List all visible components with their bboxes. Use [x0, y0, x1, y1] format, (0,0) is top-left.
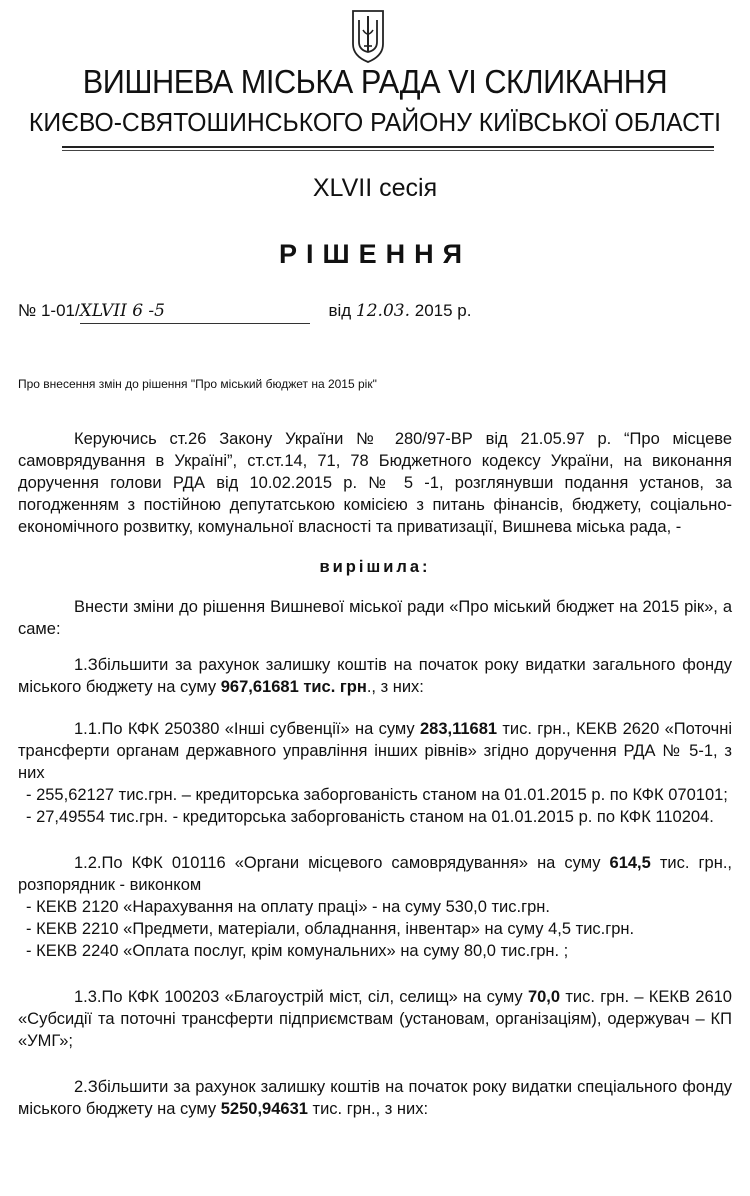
item-1-1-text: 1.1.По КФК 250380 «Інші субвенції» на суму: [74, 720, 420, 738]
document-type-title: РІШЕННЯ: [278, 239, 472, 269]
district-title: КИЄВО-СВЯТОШИНСЬКОГО РАЙОНУ КИЇВСЬКОЇ ОБЛАСТІ: [28, 107, 722, 137]
doc-number-handwritten: XLVII 6 -5: [79, 301, 165, 321]
item-1-text-end: ., з них:: [366, 678, 424, 696]
session-label: XLVII сесія: [312, 174, 438, 202]
item-2-text: 2.Збільшити за рахунок залишку коштів на початок року видатки спеціального фонду міського бюджету на суму: [18, 1078, 732, 1118]
decision-subject: Про внесення змін до рішення "Про міський бюджет на 2015 рік": [18, 377, 377, 391]
intro-paragraph: Внести зміни до рішення Вишневої міської ради «Про міський бюджет на 2015 рік», а саме:: [18, 598, 732, 638]
item-1-2-text-end: тис. грн., розпорядник - виконком: [18, 854, 732, 894]
item-1-2-subitem: - КЕКВ 2240 «Оплата послуг, крім комунальних» на суму 80,0 тис.грн. ;: [26, 942, 569, 960]
header-divider: [62, 146, 714, 148]
preamble-paragraph: Керуючись ст.26 Закону України № 280/97-ВР від 21.05.97 р. “Про місцеве самоврядування в Україні”, ст.ст.14, 71, 78 Бюджетного кодексу України, на виконання доручення голови РДА від 10.02.2015 р. № 5 -1, розглянувши подання установ, за погодженням з постійною депутатською комісією з питань фінансів, бюджету, соціально-економічного розвитку, комунальної власності та приватизації, Вишнева міська рада, -: [18, 430, 732, 536]
item-2-amount: 5250,94631: [220, 1100, 308, 1118]
document-number-line: [18, 299, 471, 324]
item-2-text-end: тис. грн., з них:: [307, 1100, 429, 1118]
item-1-paragraph: [18, 654, 732, 698]
item-1-text: 1.Збільшити за рахунок залишку коштів на початок року видатки загального фонду міського бюджету на суму: [18, 656, 732, 696]
doc-date-handwritten: 12.03.: [355, 301, 410, 321]
item-2-paragraph: [18, 1076, 732, 1120]
item-1-2-amount: 614,5: [609, 854, 651, 872]
item-1-2-text: 1.2.По КФК 010116 «Органи місцевого самоврядування» на суму: [74, 854, 610, 872]
item-1-2-paragraph: [18, 852, 732, 896]
doc-number-prefix: № 1-01/: [18, 301, 80, 320]
item-1-2-subitem: - КЕКВ 2120 «Нарахування на оплату праці» - на суму 530,0 тис.грн.: [26, 898, 550, 916]
header-divider-thin: [62, 150, 714, 151]
item-1-1-amount: 283,11681: [419, 720, 498, 738]
doc-year: 2015 р.: [414, 301, 472, 320]
item-1-3-text: 1.3.По КФК 100203 «Благоустрій міст, сіл, селищ» на суму: [74, 988, 528, 1006]
item-1-1-paragraph: [18, 718, 732, 784]
item-1-2-subitem: - КЕКВ 2210 «Предмети, матеріали, обладнання, інвентар» на суму 4,5 тис.грн.: [26, 920, 635, 938]
doc-date-from-label: від: [328, 301, 352, 320]
council-title: ВИШНЕВА МІСЬКА РАДА VI СКЛИКАННЯ: [82, 63, 668, 100]
resolved-heading: вирішила:: [319, 558, 431, 576]
trident-coat-of-arms-icon: [350, 8, 386, 64]
item-1-3-paragraph: [18, 986, 732, 1052]
item-1-3-text-end: тис. грн. – КЕКВ 2610 «Субсидії та поточні трансферти підприємствам (установам, організаціям), одержувач – КП «УМГ»;: [18, 988, 732, 1050]
item-1-1-subitem: - 27,49554 тис.грн. - кредиторська заборгованість станом на 01.01.2015 р. по КФК 110204.: [26, 808, 714, 826]
item-1-amount: 967,61681 тис. грн: [220, 678, 367, 696]
item-1-3-amount: 70,0: [527, 988, 561, 1006]
item-1-1-text-end: тис. грн., КЕКВ 2620 «Поточні трансферти органам державного управління інших рівнів» згідно доручення РДА № 5-1, з них: [18, 720, 732, 782]
document-body: [18, 428, 732, 1120]
item-1-1-subitem: - 255,62127 тис.грн. – кредиторська заборгованість станом на 01.01.2015 р. по КФК 070101;: [26, 786, 728, 804]
